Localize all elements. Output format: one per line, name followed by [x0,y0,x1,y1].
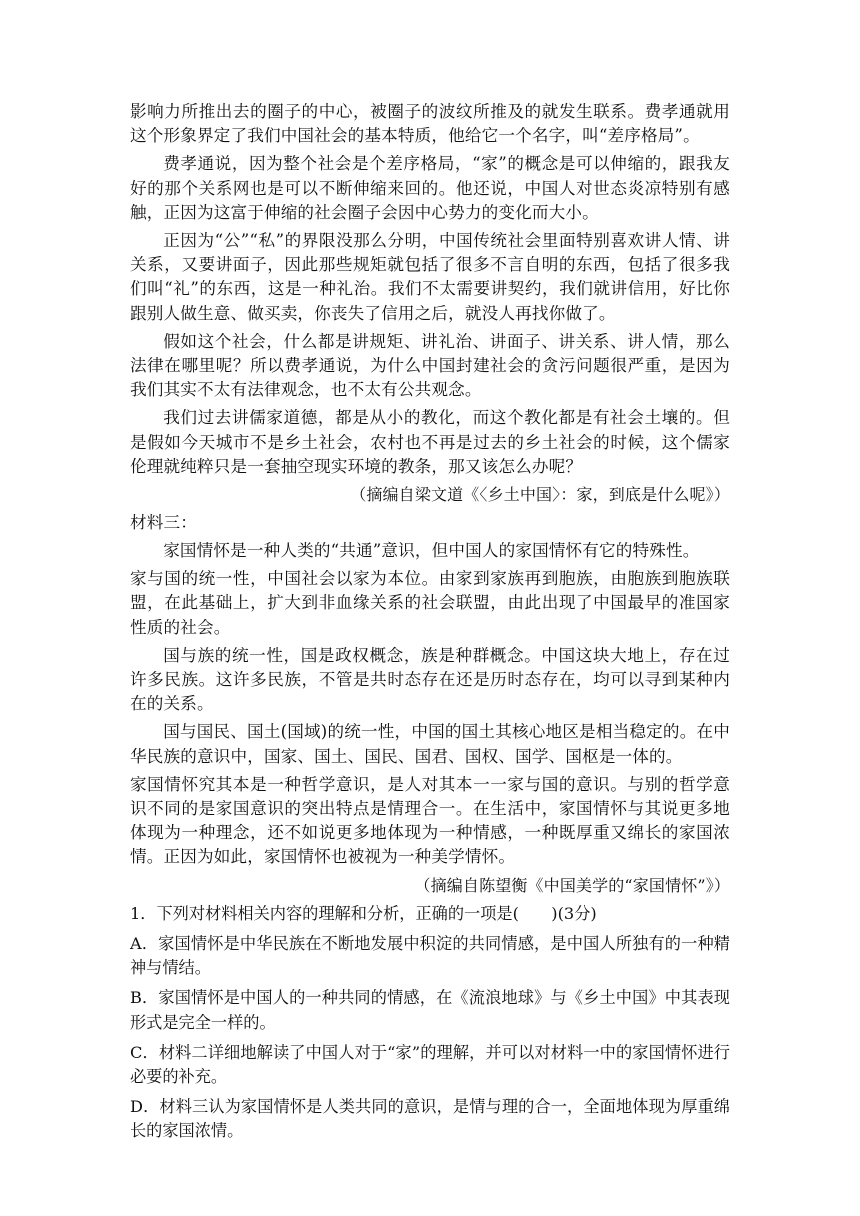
option-d: D．材料三认为家国情怀是人类共同的意识，是情与理的合一，全面地体现为厚重绵长的家国浓情。 [130,1097,730,1141]
material3-paragraph-3: 国与族的统一性，国是政权概念，族是种群概念。中国这块大地上，存在过许多民族。这许多民族，不管是共时态存在还是历时态存在，均可以寻到某种内在的关系。 [130,645,730,714]
material2-paragraph-3: 正因为“公”“私”的界限没那么分明，中国传统社会里面特别喜欢讲人情、讲关系，又要讲面子，因此那些规矩就包括了很多不言自明的东西，包括了很多我们叫“礼”的东西，这是一种礼治。我们不太需要讲契约，我们就讲信用，好比你跟别人做生意、做买卖，你丧失了信用之后，就没人再找你做了。 [130,231,730,323]
material3-paragraph-1: 家国情怀是一种人类的“共通”意识，但中国人的家国情怀有它的特殊性。 [163,541,700,561]
material2-paragraph-1: 影响力所推出去的圈子的中心，被圈子的波纹所推及的就发生联系。费孝通就用这个形象界定了我们中国社会的基本特质，他给它一个名字，叫“差序格局”。 [130,102,730,146]
material2-paragraph-5: 我们过去讲儒家道德，都是从小的教化，而这个教化都是有社会土壤的。但是假如今天城市不是乡土社会，农村也不再是过去的乡土社会的时候，这个儒家伦理就纯粹只是一套抽空现实环境的教条，那又该怎么办呢？ [130,408,730,476]
material2-source: （摘编自梁文道《〈乡土中国〉：家，到底是什么呢》） [350,485,730,505]
material2-paragraph-4: 假如这个社会，什么都是讲规矩、讲礼治、讲面子、讲关系、讲人情，那么法律在哪里呢？所以费孝通说，为什么中国封建社会的贪污问题很严重，是因为我们其实不太有法律观念，也不太有公共观念。 [130,331,730,400]
material3-label: 材料三： [130,513,197,533]
option-a: A．家国情怀是中华民族在不断地发展中积淀的共同情感，是中国人所独有的一种精神与情结。 [130,933,730,978]
material2-paragraph-2: 费孝通说，因为整个社会是个差序格局，“家”的概念是可以伸缩的，跟我友好的那个关系网也是可以不断伸缩来回的。他还说，中国人对世态炎凉特别有感触，正因为这富于伸缩的社会圈子会因中心势力的变化而大小。 [130,154,730,222]
material3-paragraph-2: 家与国的统一性，中国社会以家为本位。由家到家族再到胞族，由胞族到胞族联盟，在此基础上，扩大到非血缘关系的社会联盟，由此出现了中国最早的准国家性质的社会。 [130,569,730,637]
material3-source: （摘编自陈望衡《中国美学的“家国情怀”》） [414,875,730,895]
option-c: C．材料二详细地解读了中国人对于“家”的理解，并可以对材料一中的家国情怀进行必要的补充。 [130,1042,730,1086]
question-stem: 1．下列对材料相关内容的理解和分析，正确的一项是( )(3分) [130,903,597,923]
material3-paragraph-4: 国与国民、国土(国域)的统一性，中国的国土其核心地区是相当稳定的。在中华民族的意识中，国家、国土、国民、国君、国权、国学、国枢是一体的。 [130,722,730,766]
document-page [130,100,730,1150]
option-b: B．家国情怀是中国人的一种共同的情感，在《流浪地球》与《乡土中国》中其表现形式是完全一样的。 [130,988,730,1032]
material3-paragraph-5: 家国情怀究其本是一种哲学意识，是人对其本一一家与国的意识。与别的哲学意识不同的是家国意识的突出特点是情理合一。在生活中，家国情怀与其说更多地体现为一种理念，还不如说更多地体现为一种情感，一种既厚重又绵长的家国浓情。正因为如此，家国情怀也被视为一种美学情怀。 [130,774,730,867]
